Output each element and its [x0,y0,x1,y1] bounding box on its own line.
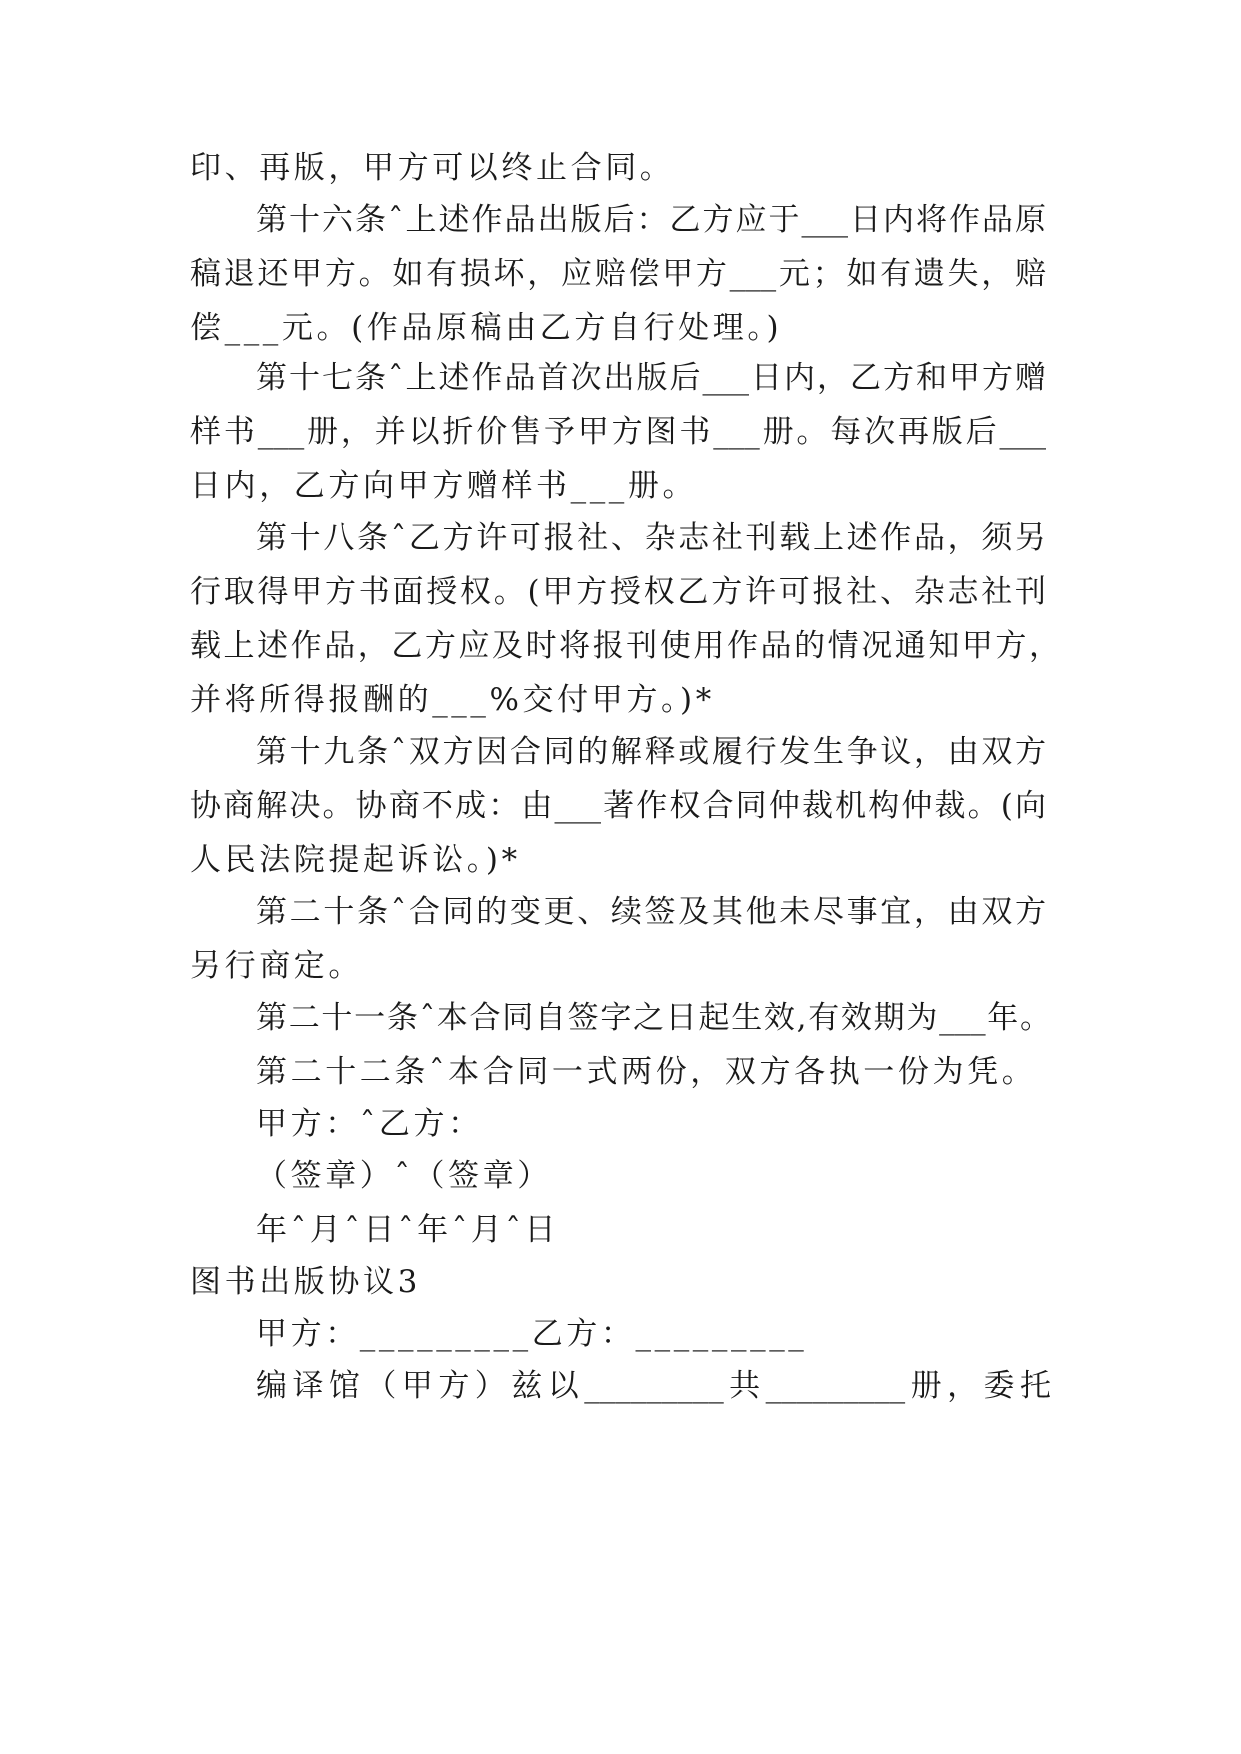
text-line: 印、再版，甲方可以终止合同。 [190,150,675,186]
text-line: 并将所得报酬的___%交付甲方。)* [190,682,715,718]
text-line: 编译馆（甲方）兹以_________共_________册，委托 [256,1368,1051,1404]
signature-seal-labels: （签章）ˆ（签章） [256,1158,552,1194]
text-line: 另行商定。 [190,948,363,984]
article-16-line: 第十六条ˆ上述作品出版后：乙方应于___日内将作品原 [256,202,1046,238]
article-20-line: 第二十条ˆ合同的变更、续签及其他未尽事宜，由双方 [256,894,1046,930]
article-17-line: 第十七条ˆ上述作品首次出版后___日内，乙方和甲方赠 [256,360,1046,396]
text-line: 人民法院提起诉讼。)* [190,842,521,878]
text-line: 稿退还甲方。如有损坏，应赔偿甲方___元；如有遗失，赔 [190,256,1046,292]
article-19-line: 第十九条ˆ双方因合同的解释或履行发生争议，由双方 [256,734,1046,770]
text-line: 行取得甲方书面授权。(甲方授权乙方许可报社、杂志社刊 [190,574,1046,610]
text-line: 偿___元。(作品原稿由乙方自行处理。) [190,310,783,346]
text-line: 协商解决。协商不成：由___著作权合同仲裁机构仲裁。(向 [190,788,1046,824]
article-22-line: 第二十二条ˆ本合同一式两份，双方各执一份为凭。 [256,1054,1037,1090]
party-line: 甲方：_________乙方：_________ [256,1316,808,1352]
article-21-line: 第二十一条ˆ本合同自签字之日起生效,有效期为___年。 [256,1000,1051,1036]
signature-date-labels: 年ˆ月ˆ日ˆ年ˆ月ˆ日 [256,1212,560,1248]
signature-party-labels: 甲方：ˆ乙方： [256,1106,483,1142]
text-line: 日内，乙方向甲方赠样书___册。 [190,468,698,504]
article-18-line: 第十八条ˆ乙方许可报社、杂志社刊载上述作品，须另 [256,520,1046,556]
section-title: 图书出版协议3 [190,1264,421,1300]
text-line: 载上述作品，乙方应及时将报刊使用作品的情况通知甲方， [190,628,1060,664]
text-line: 样书___册，并以折价售予甲方图书___册。每次再版后___ [190,414,1046,450]
